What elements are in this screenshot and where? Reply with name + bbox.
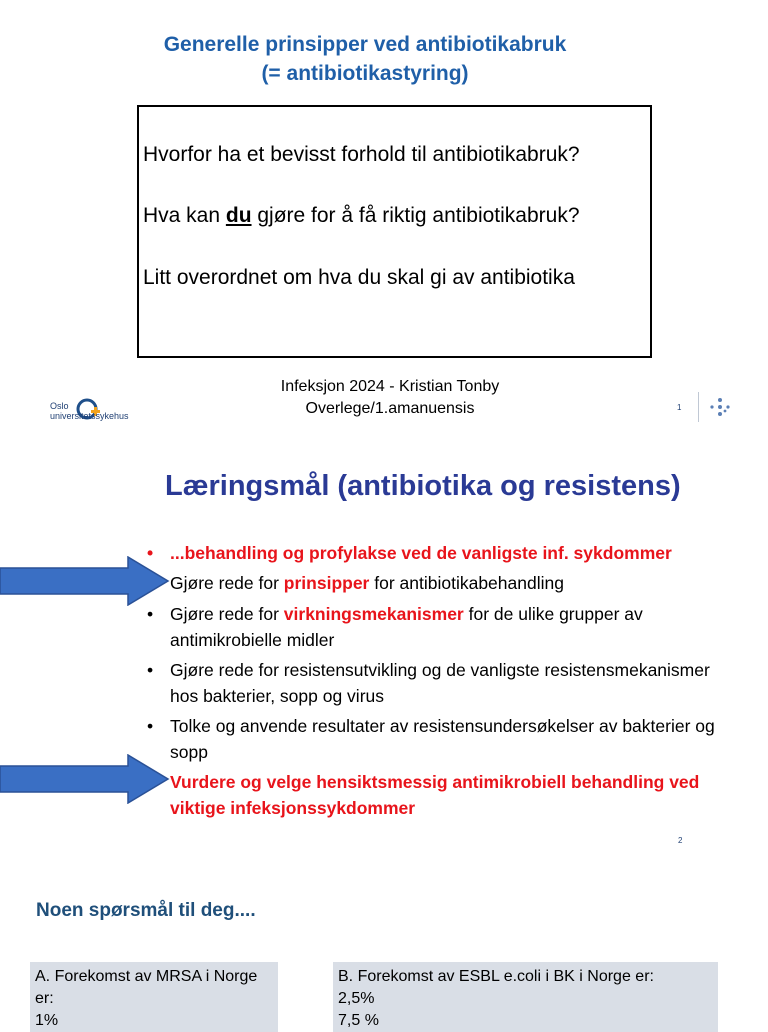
card-b-line3: 7,5 % bbox=[338, 1012, 379, 1029]
objective-text-post: for antibiotikabehandling bbox=[369, 573, 564, 593]
question-3: Litt overordnet om hva du skal gi av antibiotika bbox=[143, 266, 575, 289]
objective-text: Tolke og anvende resultater av resistensundersøkelser av bakterier og sopp bbox=[170, 716, 715, 762]
objective-text: Gjøre rede for resistensutvikling og de vanligste resistensmekanismer hos bakterier, sopp og virus bbox=[170, 660, 710, 706]
logo-line1: Oslo bbox=[50, 401, 69, 411]
objective-text: Vurdere og velge hensiktsmessig antimikrobiell behandling ved viktige infeksjonssykdommer bbox=[170, 772, 700, 818]
navigation-dots-icon bbox=[707, 396, 733, 418]
objective-text: ...behandling og profylakse ved de vanligste inf. sykdommer bbox=[170, 543, 672, 563]
question-2-emphasis: du bbox=[225, 204, 252, 227]
card-b-line1: B. Forekomst av ESBL e.coli i BK i Norge er: bbox=[338, 968, 654, 985]
card-a-line1: A. Forekomst av MRSA i Norge bbox=[35, 968, 258, 985]
slide1-title-line1: Generelle prinsipper ved antibiotikabruk bbox=[163, 33, 567, 56]
card-b-line2: 2,5% bbox=[338, 990, 375, 1007]
objective-text-pre: Gjøre rede for bbox=[170, 604, 284, 624]
question-card-b bbox=[333, 962, 718, 1032]
slide1-title-line2: (= antibiotikastyring) bbox=[261, 62, 469, 85]
arrow-right-icon bbox=[0, 556, 170, 606]
slide1-title bbox=[0, 30, 730, 88]
question-2 bbox=[143, 204, 580, 228]
card-a-line3: 1% bbox=[35, 1012, 59, 1029]
footer-line1: Infeksjon 2024 - Kristian Tonby bbox=[280, 378, 500, 395]
bullet: • bbox=[147, 660, 154, 680]
footer-divider bbox=[698, 392, 699, 422]
bullet: • bbox=[147, 543, 154, 563]
objective-item-1 bbox=[147, 540, 737, 566]
slide2-title: Læringsmål (antibiotika og resistens) bbox=[165, 470, 681, 502]
question-card-a bbox=[30, 962, 278, 1032]
objective-item-5 bbox=[147, 713, 737, 765]
objective-item-6 bbox=[147, 769, 737, 821]
bullet: • bbox=[147, 716, 154, 736]
objective-emphasis: virkningsmekanismer bbox=[283, 604, 464, 624]
objective-text-post: for de ulike grupper av antimikrobielle midler bbox=[170, 604, 643, 650]
footer-line2: Overlege/1.amanuensis bbox=[305, 400, 475, 417]
logo-line2: universitetssykehus bbox=[50, 411, 129, 421]
objective-item-4 bbox=[147, 657, 737, 709]
objective-text-pre: Gjøre rede for bbox=[170, 573, 284, 593]
objective-item-2 bbox=[147, 570, 737, 596]
question-2-pre: Hva kan bbox=[143, 204, 226, 227]
logo-text bbox=[50, 401, 129, 421]
slide1-footer bbox=[190, 376, 590, 420]
question-2-post: gjøre for å få riktig antibiotikabruk? bbox=[251, 204, 580, 227]
page-number-1: 1 bbox=[677, 403, 682, 412]
page-number-2: 2 bbox=[678, 836, 683, 845]
objective-emphasis: prinsipper bbox=[283, 573, 370, 593]
arrow-right-icon bbox=[0, 754, 170, 804]
card-a-line2: er: bbox=[35, 990, 54, 1007]
slide3-title: Noen spørsmål til deg.... bbox=[36, 900, 256, 921]
question-1: Hvorfor ha et bevisst forhold til antibiotikabruk? bbox=[143, 143, 580, 166]
bullet: • bbox=[147, 604, 154, 624]
objective-item-3 bbox=[147, 601, 737, 653]
